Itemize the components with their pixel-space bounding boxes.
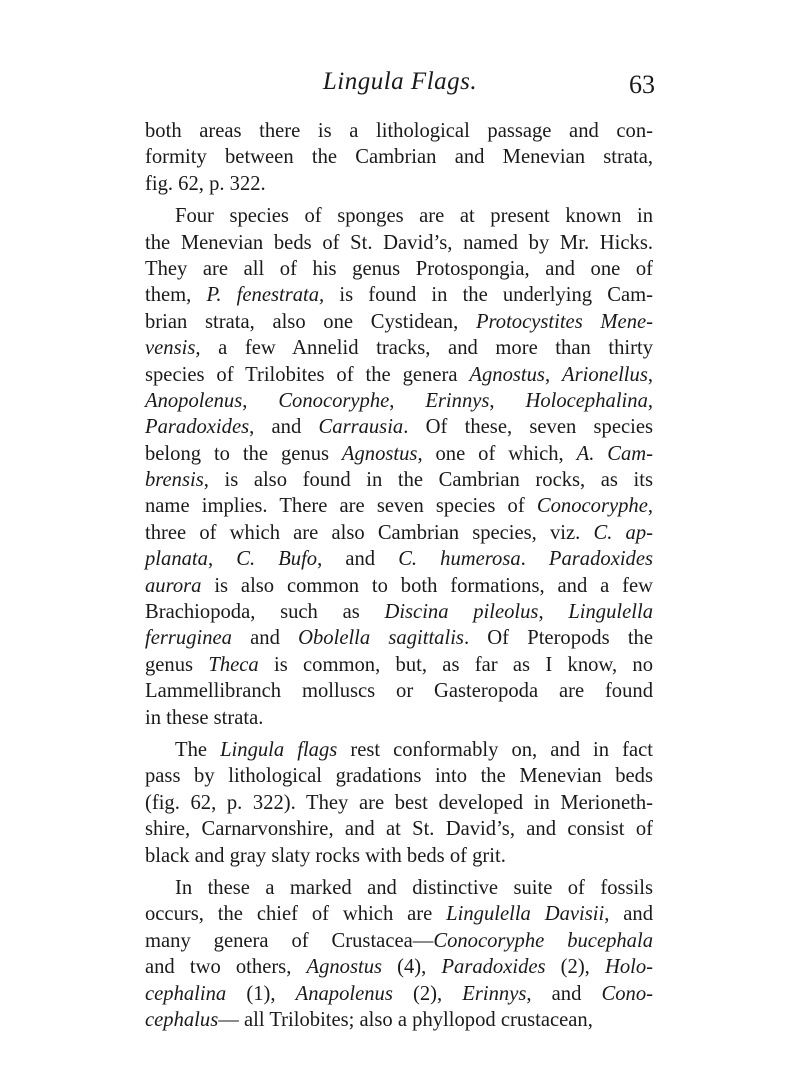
- text-line: [145, 362, 653, 388]
- italic-text: Protocystites Mene-: [475, 310, 653, 333]
- italic-text: Lingulella Davisii: [446, 903, 605, 926]
- text-run: (fig. 62, p. 322). They are best developed in Merioneth-: [145, 791, 653, 814]
- text-run: ,: [647, 495, 653, 518]
- italic-text: Carrausia: [318, 416, 404, 439]
- text-run: and: [231, 627, 299, 650]
- text-run: black and gray slaty rocks with beds of grit.: [145, 844, 506, 867]
- italic-text: Holo-: [604, 956, 654, 979]
- text-run: , and: [526, 982, 602, 1005]
- text-run: .: [520, 548, 549, 571]
- text-run: both areas there is a lithological passage and con-: [145, 120, 653, 142]
- text-line: [145, 203, 653, 229]
- text-run: rest conformably on, and in fact: [337, 738, 653, 761]
- text-run: pass by lithological gradations into the Menevian beds: [145, 765, 653, 788]
- text-line: [145, 230, 653, 256]
- text-run: (4),: [382, 956, 442, 979]
- text-line: [145, 737, 653, 763]
- text-run: They are all of his genus Protospongia, and one of: [145, 257, 653, 280]
- text-run: is common, but, as far as I know, no: [258, 653, 653, 676]
- text-run: In these a marked and distinctive suite of fossils: [175, 876, 653, 899]
- text-run: occurs, the chief of which are: [145, 903, 447, 926]
- italic-text: Lingula flags: [220, 738, 338, 761]
- text-run: many genera of Crustacea—: [145, 929, 434, 952]
- italic-text: Conocoryphe: [278, 389, 390, 412]
- text-line: [145, 520, 653, 546]
- italic-text: Anapolenus: [295, 982, 393, 1005]
- text-line: [145, 573, 653, 599]
- text-line: [145, 763, 653, 789]
- text-line: [145, 625, 653, 651]
- text-run: (2),: [545, 956, 605, 979]
- text-run: , is also found in the Cambrian rocks, as its: [203, 469, 653, 492]
- text-run: formity between the Cambrian and Menevian strata,: [145, 146, 653, 169]
- text-line: [145, 441, 653, 467]
- text-run: them,: [145, 284, 207, 307]
- body-text: [145, 118, 653, 1033]
- italic-text: cephalus: [145, 1008, 219, 1031]
- text-run: . Of Pteropods the: [463, 627, 653, 650]
- italic-text: Obolella sagittalis: [298, 627, 464, 650]
- text-run: , and: [604, 903, 653, 926]
- italic-text: C. humerosa: [398, 548, 521, 571]
- text-run: shire, Carnarvonshire, and at St. David’s, and consist of: [145, 818, 653, 841]
- text-run: name implies. There are seven species of: [145, 495, 537, 518]
- text-line: [145, 901, 653, 927]
- text-run: Lammellibranch molluscs or Gasteropoda are found: [145, 680, 653, 703]
- text-run: — all Trilobites; also a phyllopod crustacean,: [218, 1008, 593, 1031]
- italic-text: Paradoxides: [145, 416, 250, 439]
- text-run: ,: [489, 389, 526, 412]
- text-run: ,: [538, 601, 569, 624]
- text-line: [145, 493, 653, 519]
- text-line: [145, 1007, 653, 1033]
- text-run: ,: [389, 389, 426, 412]
- page-header: [145, 68, 655, 108]
- text-line: [145, 843, 653, 869]
- page-number: 63: [629, 70, 655, 99]
- italic-text: Arionellus: [562, 363, 648, 386]
- italic-text: Holocephalina: [525, 389, 648, 412]
- text-run: species of Trilobites of the genera: [145, 363, 470, 386]
- text-run: a few Annelid tracks, and more than thirty: [200, 337, 653, 360]
- italic-text: Theca: [208, 653, 259, 676]
- italic-text: cephalina: [145, 982, 227, 1005]
- text-run: three of which are also Cambrian species, viz.: [145, 521, 594, 544]
- text-run: ,: [647, 389, 654, 412]
- text-run: and two others,: [145, 956, 307, 979]
- text-line: [145, 599, 653, 625]
- text-run: is also common to both formations, and a few: [201, 574, 653, 597]
- italic-text: aurora: [145, 574, 202, 597]
- text-run: the Menevian beds of St. David’s, named by Mr. Hicks.: [145, 231, 653, 254]
- text-run: fig. 62, p. 322.: [145, 172, 266, 195]
- text-line: [145, 171, 653, 197]
- text-line: [145, 928, 653, 954]
- italic-text: Paradoxides: [441, 956, 546, 979]
- text-line: [145, 678, 653, 704]
- text-line: [145, 467, 653, 493]
- text-line: [145, 546, 653, 572]
- text-run: is found in the underlying Cam-: [324, 284, 653, 307]
- italic-text: Paradoxides: [548, 548, 654, 571]
- italic-text: Cono-: [601, 982, 653, 1005]
- italic-text: Lingulella: [568, 601, 653, 624]
- paragraph: [145, 875, 653, 1033]
- italic-text: C. ap-: [593, 521, 653, 544]
- text-line: [145, 282, 653, 308]
- text-line: [145, 816, 653, 842]
- text-run: ,: [544, 363, 563, 386]
- italic-text: brensis: [145, 469, 204, 492]
- italic-text: planata: [145, 548, 208, 571]
- italic-text: Anopolenus: [145, 389, 243, 412]
- text-line: [145, 790, 653, 816]
- text-run: ,: [242, 389, 279, 412]
- running-title: Lingula Flags.: [322, 68, 478, 95]
- paragraph: [145, 118, 653, 197]
- text-run: belong to the genus: [145, 442, 342, 465]
- text-run: (2),: [392, 982, 463, 1005]
- text-line: [145, 118, 653, 144]
- italic-text: A. Cam-: [576, 442, 654, 465]
- italic-text: Erinnys: [425, 389, 490, 412]
- text-line: [145, 652, 653, 678]
- text-run: , and: [249, 416, 319, 439]
- paragraph: [145, 737, 653, 869]
- text-run: genus: [145, 653, 209, 676]
- text-run: , one of which,: [417, 442, 577, 465]
- italic-text: Discina pileolus: [384, 601, 539, 624]
- italic-text: vensis,: [145, 337, 201, 360]
- italic-text: Agnostus: [341, 442, 418, 465]
- italic-text: Agnostus: [306, 956, 383, 979]
- paragraph: [145, 203, 653, 731]
- text-line: [145, 705, 653, 731]
- text-line: [145, 875, 653, 901]
- text-run: ,: [647, 363, 653, 386]
- text-line: [145, 309, 653, 335]
- text-run: The: [175, 738, 221, 761]
- text-run: in these strata.: [145, 706, 264, 729]
- italic-text: Erinnys: [462, 982, 527, 1005]
- italic-text: Conocoryphe bucephala: [433, 929, 654, 952]
- text-run: brian strata, also one Cystidean,: [145, 310, 476, 333]
- text-run: Four species of sponges are at present known in: [175, 205, 653, 228]
- text-line: [145, 954, 653, 980]
- italic-text: Conocoryphe: [536, 495, 648, 518]
- italic-text: C. Bufo: [236, 548, 318, 571]
- text-line: [145, 414, 653, 440]
- text-run: . Of these, seven species: [403, 416, 653, 439]
- text-run: ,: [207, 548, 237, 571]
- text-line: [145, 335, 653, 361]
- italic-text: P. fenestrata,: [206, 284, 325, 307]
- text-line: [145, 388, 653, 414]
- text-run: Brachiopoda, such as: [145, 601, 385, 624]
- italic-text: Agnostus: [469, 363, 545, 386]
- text-line: [145, 256, 653, 282]
- text-line: [145, 981, 653, 1007]
- text-line: [145, 144, 653, 170]
- text-run: , and: [317, 548, 399, 571]
- text-run: (1),: [226, 982, 296, 1005]
- italic-text: ferruginea: [145, 627, 232, 650]
